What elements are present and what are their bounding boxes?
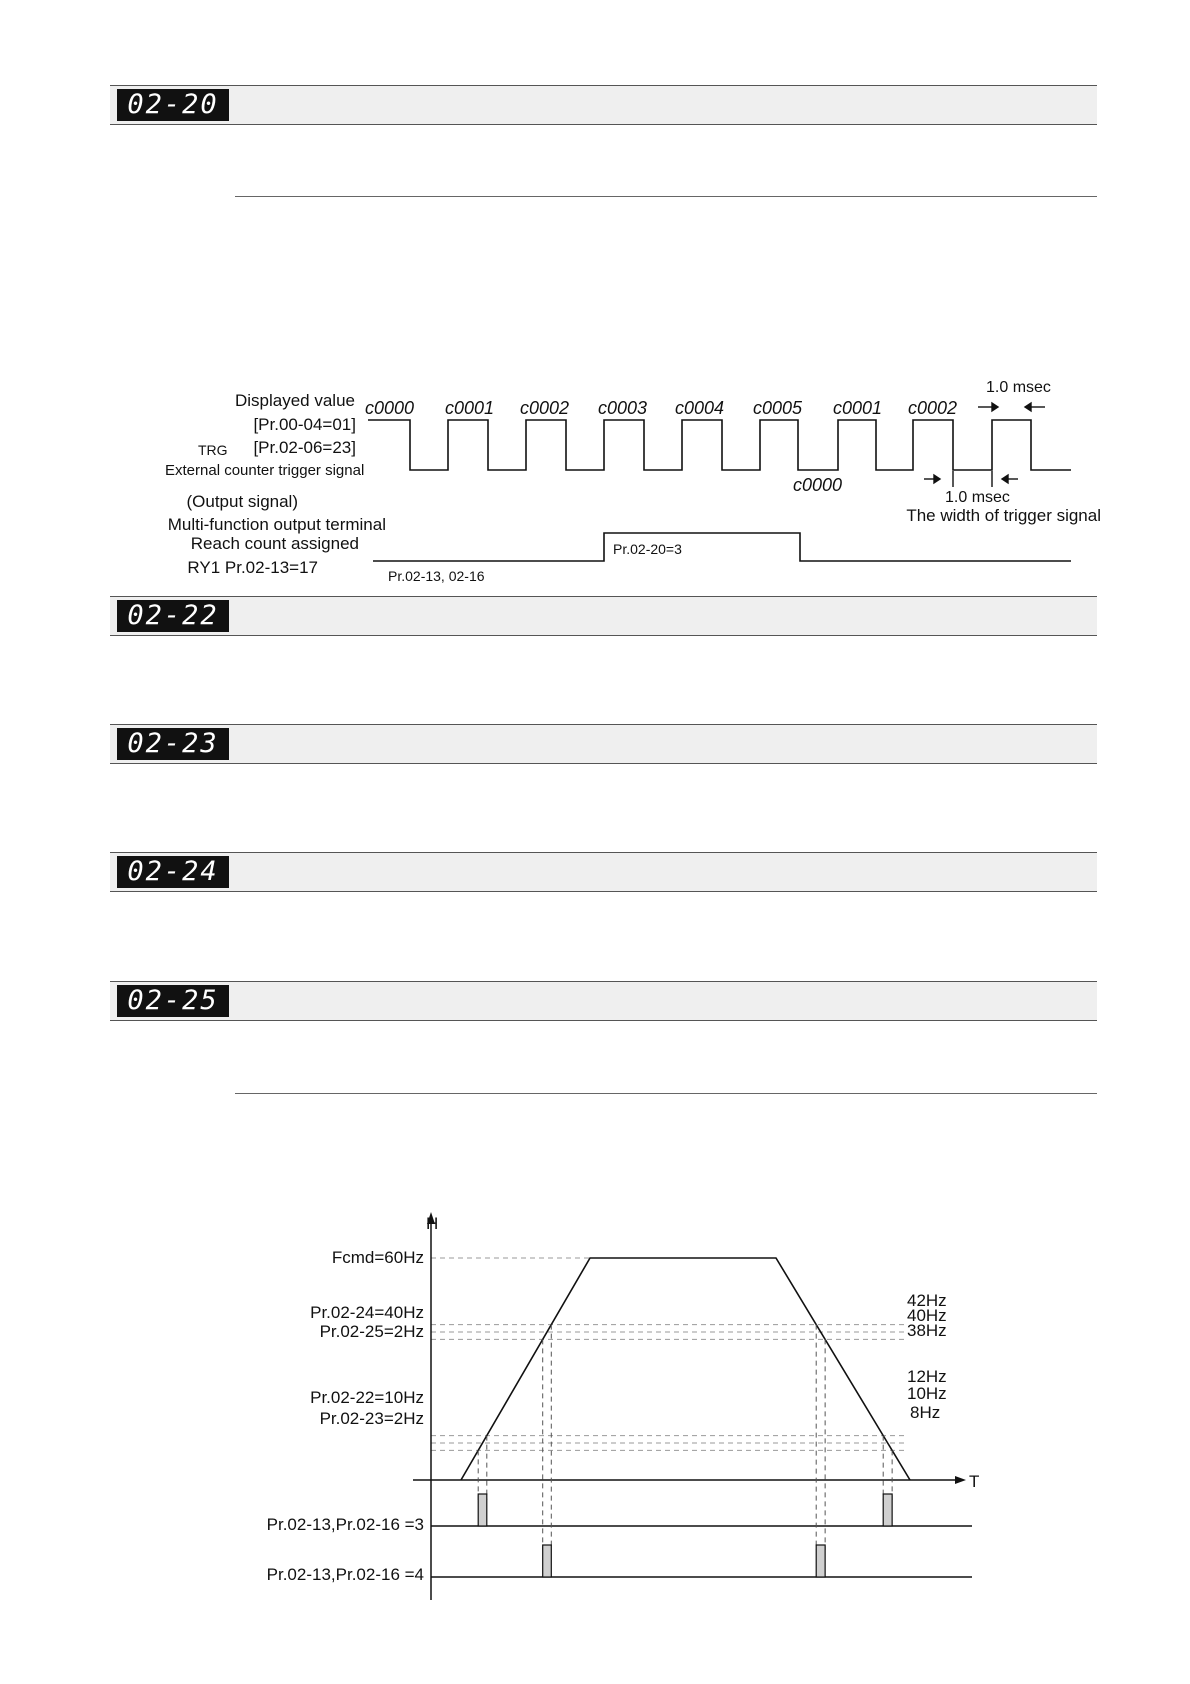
output-row-label-3: Pr.02-13,Pr.02-16 =3: [266, 1515, 424, 1534]
param-code-badge: 02-22: [117, 600, 229, 632]
ry1-label: RY1 Pr.02-13=17: [187, 558, 318, 577]
reset-count-display: c0000: [793, 475, 843, 495]
msec-top-label: 1.0 msec: [986, 379, 1051, 396]
right-tick-label: 38Hz: [907, 1321, 947, 1340]
pr-02-13-16-label: Pr.02-13, 02-16: [388, 568, 485, 584]
param-code-badge: 02-24: [117, 856, 229, 888]
pr-00-04-label: [Pr.00-04=01]: [253, 415, 356, 434]
right-tick-label: 40Hz: [907, 1306, 947, 1325]
count-display: c0002: [520, 398, 570, 418]
right-tick-label: 8Hz: [910, 1403, 941, 1422]
output-pulse: [478, 1494, 487, 1526]
x-axis-label: T: [969, 1472, 980, 1491]
trg-label: TRG: [198, 442, 228, 458]
count-display: c0003: [598, 398, 648, 418]
count-display: c0004: [675, 398, 725, 418]
pr-02-06-label: [Pr.02-06=23]: [253, 438, 356, 457]
mfo-label: Multi-function output terminal: [167, 515, 386, 534]
arrow-head-icon: [1025, 403, 1031, 411]
output-row-label-4: Pr.02-13,Pr.02-16 =4: [266, 1565, 424, 1584]
count-display: c0002: [908, 398, 958, 418]
displayed-value-label: Displayed value: [234, 391, 355, 410]
divider: [235, 1093, 1097, 1094]
ext-trigger-label: External counter trigger signal: [165, 462, 365, 479]
param-header-02-24: [110, 852, 1097, 892]
trigger-width-label: The width of trigger signal: [906, 506, 1101, 525]
count-display: c0005: [753, 398, 803, 418]
param-code-badge: 02-23: [117, 728, 229, 760]
msec-bottom-label: 1.0 msec: [945, 489, 1010, 506]
arrow-head-icon: [992, 403, 998, 411]
param-header-02-25: [110, 981, 1097, 1021]
param-code-badge: 02-20: [117, 89, 229, 121]
frequency-trapezoid: [461, 1258, 910, 1480]
param-code-badge: 02-25: [117, 985, 229, 1017]
param-header-02-22: [110, 596, 1097, 636]
param-header-02-23: [110, 724, 1097, 764]
frequency-profile: [461, 1258, 910, 1577]
pr-02-22-label: Pr.02-22=10Hz: [310, 1388, 424, 1407]
count-display: c0001: [445, 398, 495, 418]
right-tick-label: 12Hz: [907, 1367, 947, 1386]
arrow-head-icon: [934, 475, 940, 483]
output-signal-label: (Output signal): [186, 492, 298, 511]
axes: [413, 1212, 972, 1600]
trigger-pulse-waveform: [368, 420, 1071, 470]
pr-02-25-label: Pr.02-25=2Hz: [319, 1322, 424, 1341]
output-pulse: [883, 1494, 892, 1526]
y-axis-label: H: [426, 1214, 439, 1233]
fcmd-label: Fcmd=60Hz: [331, 1248, 424, 1267]
count-display: c0001: [833, 398, 883, 418]
pr-02-24-label: Pr.02-24=40Hz: [310, 1303, 424, 1322]
frequency-detection-chart: [0, 1160, 1190, 1680]
arrow-head-icon: [1002, 475, 1008, 483]
x-axis-arrow-icon: [955, 1476, 966, 1484]
right-tick-label: 42Hz: [907, 1291, 947, 1310]
output-pulse: [543, 1545, 552, 1577]
pr-02-20-label: Pr.02-20=3: [613, 541, 682, 557]
reach-count-label: Reach count assigned: [190, 534, 359, 553]
count-display: c0000: [365, 398, 415, 418]
counter-timing-diagram: [0, 0, 1190, 600]
output-signal-waveform: [373, 533, 1071, 561]
right-tick-label: 10Hz: [907, 1384, 947, 1403]
output-pulse: [816, 1545, 825, 1577]
pr-02-23-label: Pr.02-23=2Hz: [319, 1409, 424, 1428]
